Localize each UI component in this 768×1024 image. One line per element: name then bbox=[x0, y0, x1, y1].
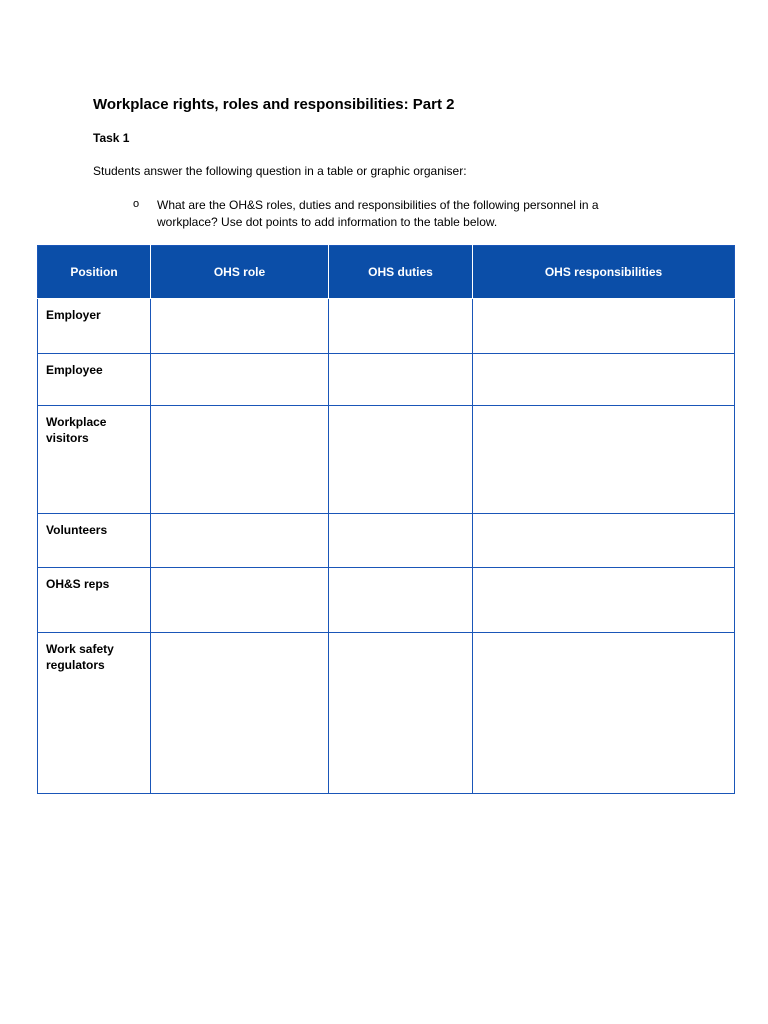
bullet-question-line-1: What are the OH&S roles, duties and responsibilities of the following personnel in a bbox=[157, 198, 599, 212]
ohs-role-cell[interactable] bbox=[151, 354, 329, 406]
ohs-responsibilities-cell[interactable] bbox=[473, 354, 735, 406]
position-cell bbox=[38, 633, 151, 794]
ohs-duties-cell[interactable] bbox=[329, 633, 473, 794]
ohs-duties-cell[interactable] bbox=[329, 568, 473, 633]
ohs-role-cell[interactable] bbox=[151, 633, 329, 794]
position-label: Employee bbox=[46, 363, 103, 377]
ohs-duties-cell[interactable] bbox=[329, 514, 473, 568]
table-row-ohs-reps bbox=[38, 568, 735, 633]
ohs-duties-cell[interactable] bbox=[329, 406, 473, 514]
bullet-question bbox=[157, 197, 657, 231]
ohs-role-cell[interactable] bbox=[151, 514, 329, 568]
position-cell bbox=[38, 514, 151, 568]
ohs-responsibilities-cell[interactable] bbox=[473, 514, 735, 568]
task-label: Task 1 bbox=[93, 131, 130, 145]
header-ohs-responsibilities: OHS responsibilities bbox=[473, 246, 735, 299]
table-row-workplace-visitors bbox=[38, 406, 735, 514]
position-cell bbox=[38, 568, 151, 633]
ohs-role-cell[interactable] bbox=[151, 299, 329, 354]
intro-text: Students answer the following question in a table or graphic organiser: bbox=[93, 164, 467, 178]
ohs-duties-cell[interactable] bbox=[329, 354, 473, 406]
position-cell bbox=[38, 299, 151, 354]
position-label-line-2: visitors bbox=[46, 431, 89, 445]
bullet-marker: o bbox=[133, 198, 140, 210]
position-label: Work safety bbox=[46, 642, 114, 656]
header-position: Position bbox=[38, 246, 151, 299]
position-label-line-2: regulators bbox=[46, 658, 105, 672]
ohs-role-cell[interactable] bbox=[151, 568, 329, 633]
page-title: Workplace rights, roles and responsibilities: Part 2 bbox=[93, 96, 455, 113]
ohs-responsibilities-cell[interactable] bbox=[473, 633, 735, 794]
header-ohs-role: OHS role bbox=[151, 246, 329, 299]
header-ohs-duties: OHS duties bbox=[329, 246, 473, 299]
ohs-responsibilities-cell[interactable] bbox=[473, 299, 735, 354]
table-row-employee bbox=[38, 354, 735, 406]
ohs-duties-cell[interactable] bbox=[329, 299, 473, 354]
table-row-work-safety-regulators bbox=[38, 633, 735, 794]
position-cell bbox=[38, 406, 151, 514]
ohs-table bbox=[37, 245, 735, 794]
position-label: OH&S reps bbox=[46, 577, 110, 591]
ohs-role-cell[interactable] bbox=[151, 406, 329, 514]
table-header-row bbox=[38, 246, 735, 299]
position-label: Workplace bbox=[46, 415, 107, 429]
bullet-question-line-2: workplace? Use dot points to add information to the table below. bbox=[157, 215, 498, 229]
ohs-responsibilities-cell[interactable] bbox=[473, 568, 735, 633]
position-cell bbox=[38, 354, 151, 406]
position-label: Employer bbox=[46, 308, 101, 322]
ohs-responsibilities-cell[interactable] bbox=[473, 406, 735, 514]
table-row-volunteers bbox=[38, 514, 735, 568]
table-row-employer bbox=[38, 299, 735, 354]
position-label: Volunteers bbox=[46, 523, 108, 537]
